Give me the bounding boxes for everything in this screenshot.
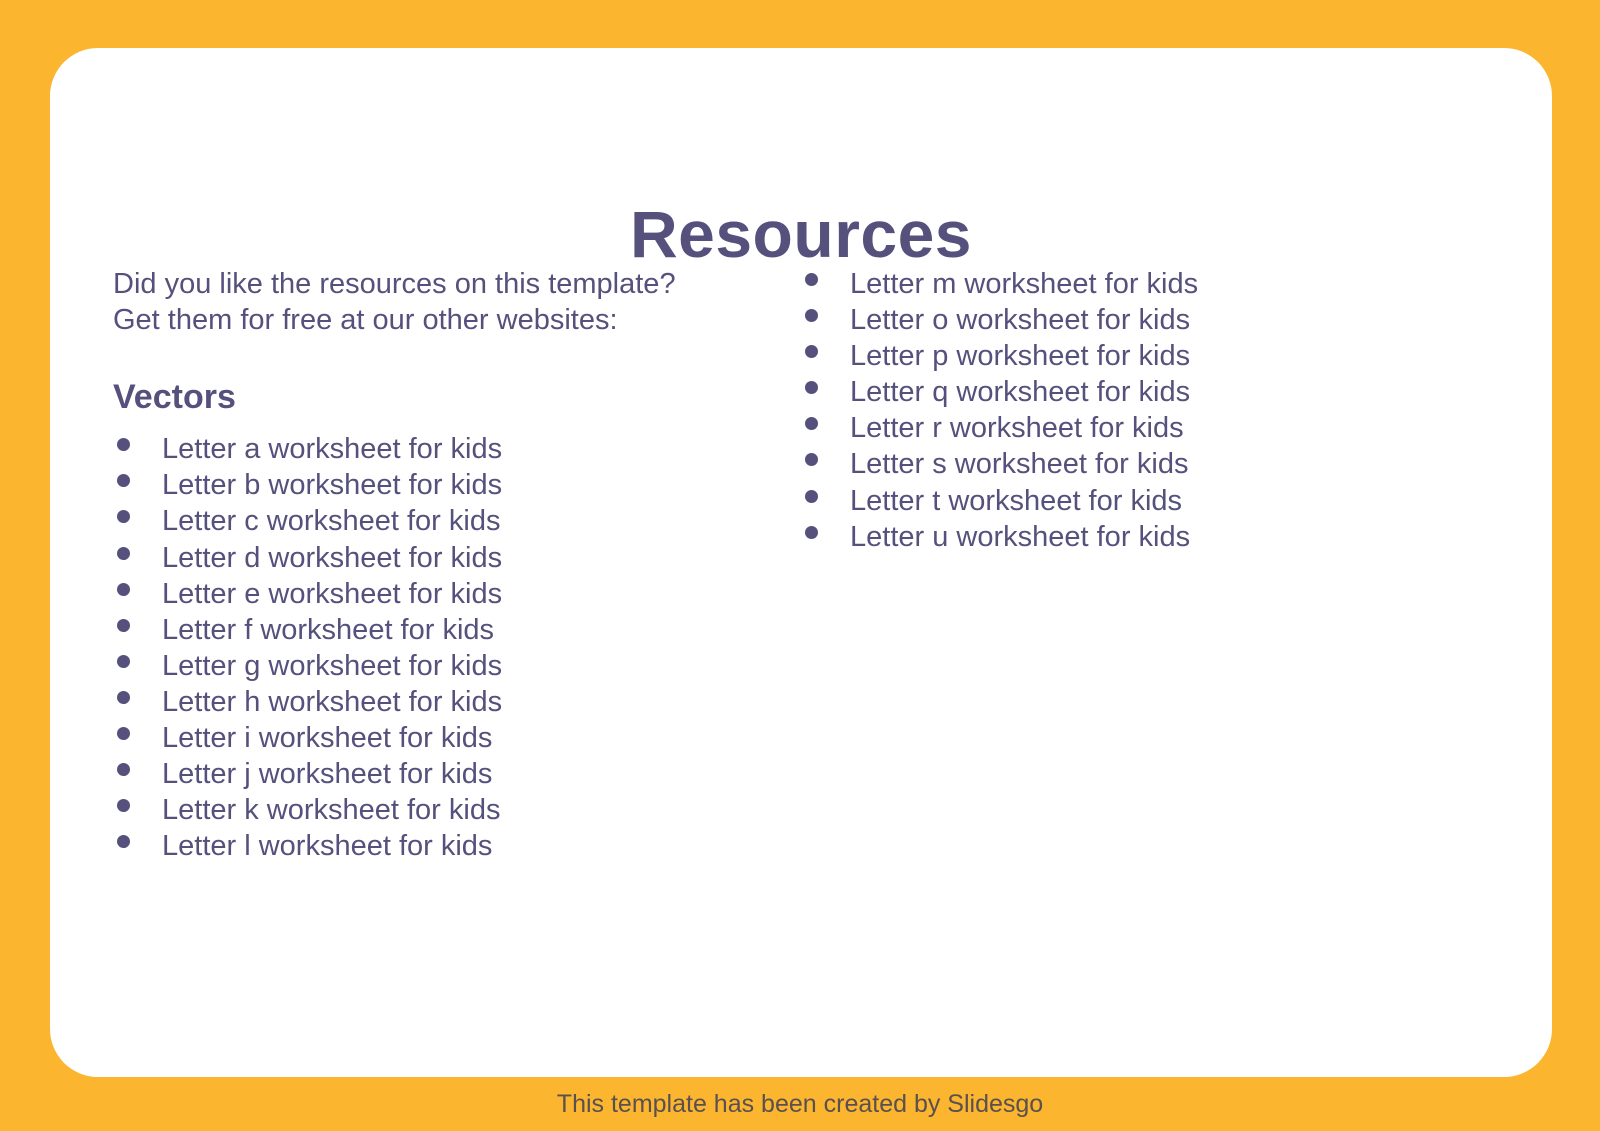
- list-item[interactable]: [805, 410, 1505, 446]
- bullet-icon: [805, 490, 818, 503]
- vectors-resource-list-right: [805, 266, 1505, 555]
- list-item[interactable]: [805, 266, 1505, 302]
- list-item-label: Letter h worksheet for kids: [162, 685, 503, 718]
- bullet-icon: [117, 583, 130, 596]
- list-item-label: Letter p worksheet for kids: [850, 340, 1191, 373]
- list-item[interactable]: [805, 302, 1505, 338]
- list-item[interactable]: [113, 720, 793, 756]
- bullet-icon: [117, 799, 130, 812]
- list-item[interactable]: [805, 374, 1505, 410]
- intro-line-1: Did you like the resources on this template?: [113, 268, 676, 300]
- slide-content: [50, 48, 1552, 1077]
- bullet-icon: [117, 727, 130, 740]
- list-item-label: Letter c worksheet for kids: [162, 505, 501, 538]
- list-item[interactable]: [113, 612, 793, 648]
- list-item[interactable]: [113, 467, 793, 503]
- bullet-icon: [117, 835, 130, 848]
- bullet-icon: [117, 547, 130, 560]
- list-item[interactable]: [805, 446, 1505, 482]
- list-item-label: Letter l worksheet for kids: [162, 830, 493, 863]
- bullet-icon: [805, 309, 818, 322]
- bullet-icon: [805, 526, 818, 539]
- bullet-icon: [117, 438, 130, 451]
- list-item-label: Letter q worksheet for kids: [850, 376, 1191, 409]
- list-item-label: Letter k worksheet for kids: [162, 794, 501, 827]
- list-item-label: Letter s worksheet for kids: [850, 448, 1189, 481]
- list-item-label: Letter o worksheet for kids: [850, 304, 1191, 337]
- bullet-icon: [117, 763, 130, 776]
- list-item[interactable]: [113, 684, 793, 720]
- right-column: [805, 266, 1505, 555]
- list-item-label: Letter a worksheet for kids: [162, 433, 503, 466]
- intro-paragraph: [113, 266, 793, 339]
- vectors-resource-list-left: [113, 431, 793, 864]
- list-item[interactable]: [113, 431, 793, 467]
- bullet-icon: [117, 510, 130, 523]
- content-card: [50, 48, 1552, 1077]
- bullet-icon: [117, 474, 130, 487]
- list-item-label: Letter j worksheet for kids: [162, 758, 493, 791]
- footer-bar: [0, 1077, 1600, 1131]
- list-item[interactable]: [113, 540, 793, 576]
- bullet-icon: [805, 417, 818, 430]
- list-item[interactable]: [113, 503, 793, 539]
- bullet-icon: [117, 655, 130, 668]
- list-item-label: Letter t worksheet for kids: [850, 484, 1183, 517]
- list-item[interactable]: [113, 756, 793, 792]
- list-item-label: Letter i worksheet for kids: [162, 722, 493, 755]
- page-title: Resources: [629, 197, 972, 272]
- bullet-icon: [805, 273, 818, 286]
- list-item[interactable]: [805, 483, 1505, 519]
- list-item[interactable]: [113, 576, 793, 612]
- bullet-icon: [805, 345, 818, 358]
- list-item-label: Letter g worksheet for kids: [162, 649, 503, 682]
- list-item-label: Letter m worksheet for kids: [850, 268, 1199, 300]
- list-item-label: Letter u worksheet for kids: [850, 520, 1191, 553]
- list-item-label: Letter e worksheet for kids: [162, 577, 503, 610]
- list-item[interactable]: [805, 519, 1505, 555]
- bullet-icon: [117, 691, 130, 704]
- bullet-icon: [117, 619, 130, 632]
- list-item-label: Letter d worksheet for kids: [162, 541, 503, 574]
- list-item[interactable]: [113, 648, 793, 684]
- bullet-icon: [805, 453, 818, 466]
- intro-line-2: Get them for free at our other websites:: [113, 304, 618, 337]
- list-item-label: Letter f worksheet for kids: [162, 613, 495, 646]
- section-heading-vectors: Vectors: [113, 377, 236, 416]
- footer-credit-text: This template has been created by Slidesgo: [556, 1089, 1044, 1118]
- bullet-icon: [805, 381, 818, 394]
- left-column: [113, 266, 793, 864]
- list-item-label: Letter b worksheet for kids: [162, 469, 503, 502]
- list-item-label: Letter r worksheet for kids: [850, 412, 1184, 445]
- list-item[interactable]: [113, 828, 793, 864]
- list-item[interactable]: [805, 338, 1505, 374]
- list-item[interactable]: [113, 792, 793, 828]
